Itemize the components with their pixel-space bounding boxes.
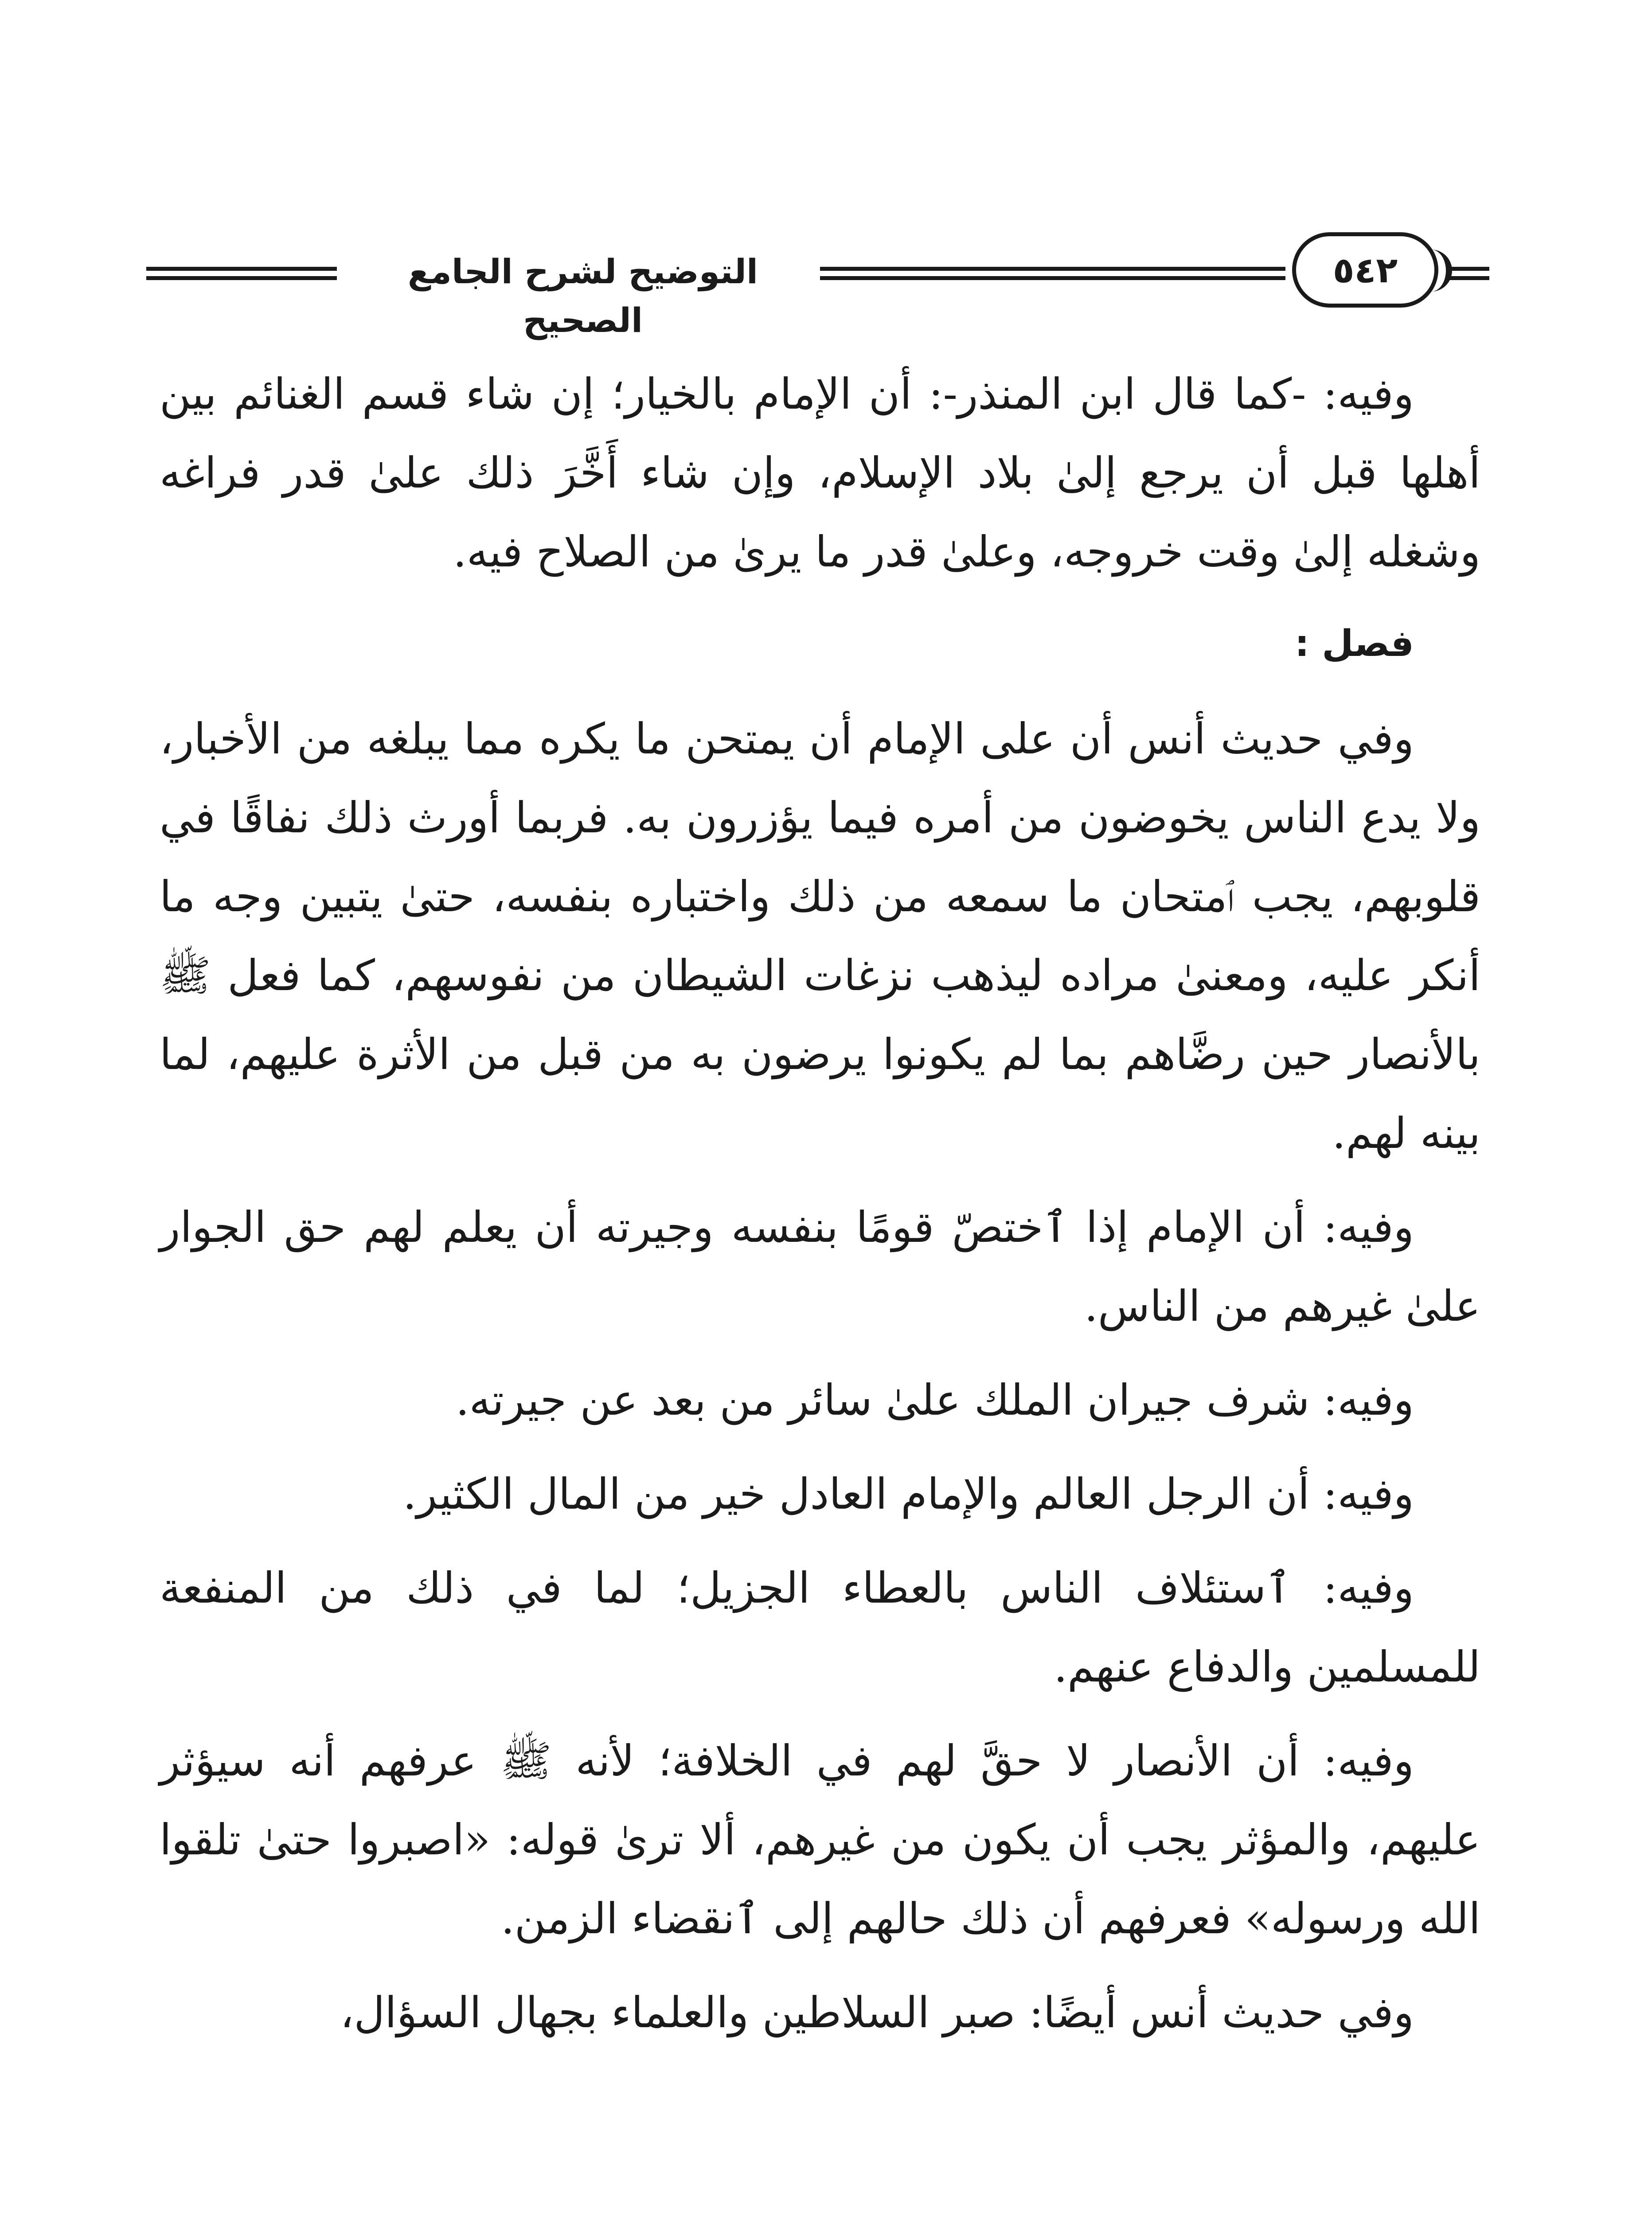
header-rule-middle [820,267,1285,280]
paragraph-3: وفيه: أن الإمام إذا ٱختصّ قومًا بنفسه وجيرته أن يعلم لهم حق الجوار علىٰ غيرهم من الناس. [160,1202,1480,1331]
paragraph-4: وفيه: شرف جيران الملك علىٰ سائر من بعد عن جيرته. [456,1375,1414,1425]
paragraph-6: وفيه: ٱستئلاف الناس بالعطاء الجزيل؛ لما في ذلك من المنفعة للمسلمين والدفاع عنهم. [160,1563,1480,1692]
paragraph-2: وفي حديث أنس أن على الإمام أن يمتحن ما يكره مما يبلغه من الأخبار، ولا يدع الناس يخوضون من أمره فيما يؤزرون به. فربما أورث ذلك نفاقًا في قلوبهم، يجب ٱمتحان ما سمعه من ذلك واختباره بنفسه، حتىٰ يتبين وجه ما أنكر عليه، ومعنىٰ مراده ليذهب نزغات الشيطان من نفوسهم، كما فعل ﷺ بالأنصار حين رضَّاهم بما لم يكونوا يرضون به من قبل من الأثرة عليهم، لما بينه لهم. [160,714,1481,1158]
paragraph-8: وفي حديث أنس أيضًا: صبر السلاطين والعلماء بجهال السؤال، [340,1988,1414,2037]
paragraph-1: وفيه: -كما قال ابن المنذر-: أن الإمام بالخيار؛ إن شاء قسم الغنائم بين أهلها قبل أن يرجع إلىٰ بلاد الإسلام، وإن شاء أَخَّرَ ذلك علىٰ قدر فراغه وشغله إلىٰ وقت خروجه، وعلىٰ قدر ما يرىٰ من الصلاح فيه. [160,369,1480,577]
header-rule-right [1449,267,1489,280]
header-rule-left [146,267,337,280]
page-number: ٥٤٢ [1332,249,1398,291]
paragraph-7: وفيه: أن الأنصار لا حقَّ لهم في الخلافة؛ لأنه ﷺ عرفهم أنه سيؤثر عليهم، والمؤثر يجب أن يكون من غيرهم، ألا ترىٰ قوله: «اصبروا حتىٰ تلقوا الله ورسوله» فعرفهم أن ذلك حالهم إلى ٱنقضاء الزمن. [160,1736,1480,1943]
running-header [146,230,1489,340]
section-heading: فصل : [1294,623,1414,665]
paragraph-5: وفيه: أن الرجل العالم والإمام العادل خير من المال الكثير. [403,1469,1414,1519]
header-title: التوضيح لشرح الجامع الصحيح [407,252,758,340]
page-body [160,355,1480,2067]
page-number-badge [1292,232,1438,308]
